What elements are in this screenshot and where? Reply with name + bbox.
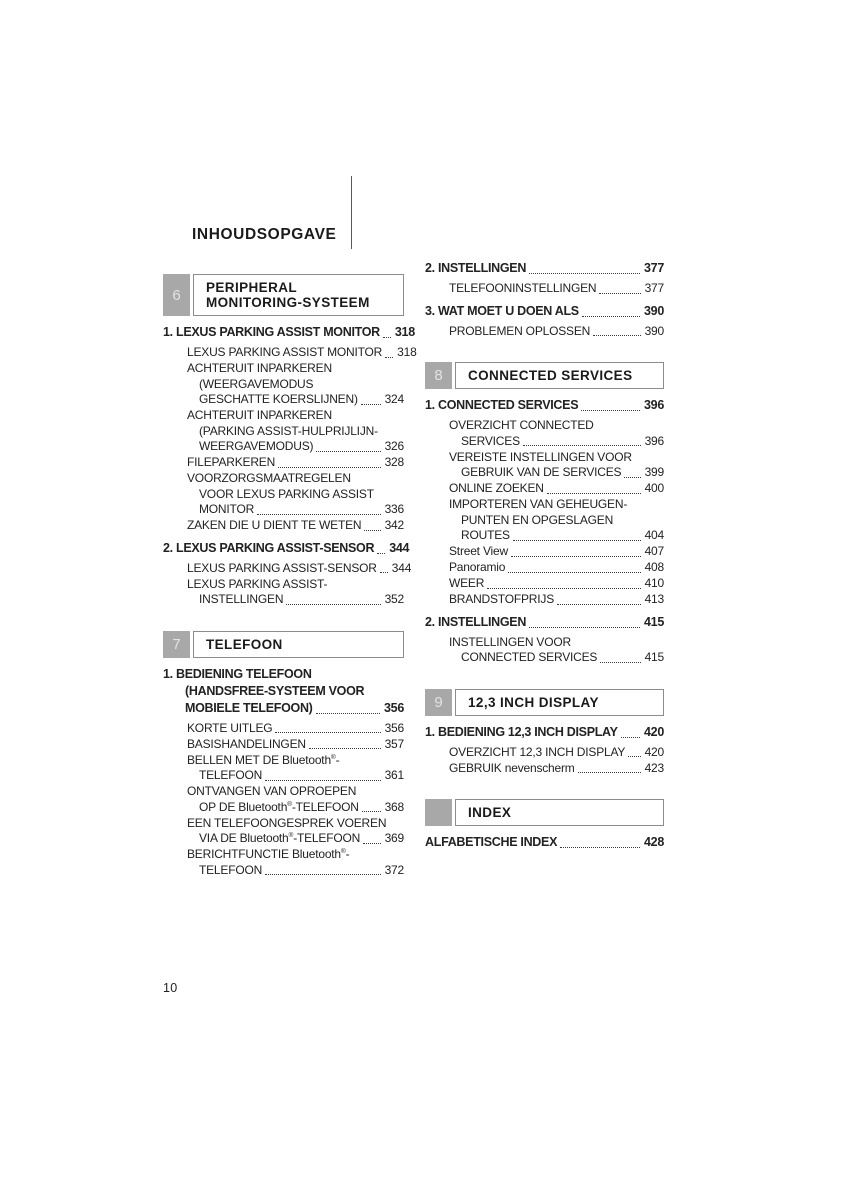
toc-page-number: 356 xyxy=(384,700,404,715)
toc-entry-text: 2. INSTELLINGEN xyxy=(425,614,527,629)
section-title-line: INDEX xyxy=(468,805,512,820)
section-title-line: 12,3 INCH DISPLAY xyxy=(468,694,599,710)
toc-entry-line: ACHTERUIT INPARKEREN xyxy=(187,361,332,375)
section-title-box xyxy=(455,689,664,716)
toc-entry-text: Street View xyxy=(449,544,508,558)
toc-entry xyxy=(163,455,404,471)
toc-entry-text: MONITOR xyxy=(199,502,255,516)
toc-leader-dots xyxy=(578,761,641,777)
toc-entry-text: GEBRUIK nevenscherm xyxy=(449,760,575,775)
section-badge: 7 xyxy=(163,631,190,658)
toc-page-number: 408 xyxy=(644,560,664,574)
toc-leader-dots xyxy=(628,745,640,761)
toc-entry-line: LEXUS PARKING ASSIST- xyxy=(187,576,328,591)
toc-entry xyxy=(425,397,664,414)
section-header xyxy=(425,362,664,389)
toc-entry xyxy=(425,614,664,631)
toc-page-number: 428 xyxy=(644,835,664,849)
toc-page-number: 352 xyxy=(384,592,404,606)
toc-leader-dots xyxy=(582,303,640,320)
toc-entry xyxy=(425,560,664,576)
toc-entry xyxy=(425,497,664,544)
toc-entry-line xyxy=(187,518,404,534)
toc-entry-line xyxy=(449,544,664,560)
section-title-line: PERIPHERAL xyxy=(206,280,298,295)
toc-entry xyxy=(163,560,412,577)
toc-leader-dots xyxy=(275,721,380,737)
toc-entry xyxy=(425,324,664,340)
toc-entry-line xyxy=(163,540,410,557)
header-divider-line xyxy=(351,176,352,249)
toc-entry-line xyxy=(425,614,664,631)
toc-leader-dots xyxy=(380,561,388,577)
toc-entry-line xyxy=(187,560,412,577)
toc-entry xyxy=(425,303,664,320)
toc-page-number: 415 xyxy=(644,614,664,629)
toc-entry-text: 1. LEXUS PARKING ASSIST MONITOR xyxy=(163,325,380,339)
toc-entry-text: BRANDSTOFPRIJS xyxy=(449,592,554,606)
toc-entry-text: WEER xyxy=(449,576,485,590)
toc-page-number: 400 xyxy=(644,481,664,495)
toc-entry-line xyxy=(449,745,664,761)
toc-entry-text: TELEFOON xyxy=(199,768,263,782)
toc-leader-dots xyxy=(624,465,640,481)
toc-entry-text: GEBRUIK VAN DE SERVICES xyxy=(461,465,622,479)
toc-page-number: 420 xyxy=(644,724,664,739)
toc-entry-text: ALFABETISCHE INDEX xyxy=(425,835,558,849)
toc-entry xyxy=(425,592,664,608)
toc-entry-line xyxy=(163,324,415,341)
toc-entry-line xyxy=(449,465,664,481)
toc-leader-dots xyxy=(511,544,641,560)
toc-entry xyxy=(163,540,410,557)
toc-entry xyxy=(163,816,404,847)
toc-page-number: 415 xyxy=(644,650,664,664)
toc-page-number: 356 xyxy=(384,720,404,735)
toc-page-number: 423 xyxy=(644,760,664,775)
toc-entry xyxy=(425,281,664,297)
toc-leader-dots xyxy=(529,614,640,631)
toc-leader-dots xyxy=(621,724,640,741)
toc-page-number: 326 xyxy=(384,439,404,453)
toc-entry-line xyxy=(449,281,664,297)
section-title-box xyxy=(455,362,664,389)
toc-entry-text: ROUTES xyxy=(461,528,510,542)
toc-entry-line: ACHTERUIT INPARKEREN xyxy=(187,408,332,422)
toc-entry-text: KORTE UITLEG xyxy=(187,720,273,735)
toc-entry-line: VOOR LEXUS PARKING ASSIST xyxy=(199,486,374,501)
toc-entry xyxy=(163,471,404,518)
toc-entry-line: VEREISTE INSTELLINGEN VOOR xyxy=(449,449,632,464)
toc-entry-line: VOORZORGSMAATREGELEN xyxy=(187,471,351,485)
toc-leader-dots xyxy=(508,560,640,576)
toc-entry-line: EEN TELEFOONGESPREK VOEREN xyxy=(187,815,387,830)
toc-entry xyxy=(425,260,664,277)
toc-entry xyxy=(425,834,664,851)
toc-entry xyxy=(163,753,404,784)
toc-entry-text: ZAKEN DIE U DIENT TE WETEN xyxy=(187,518,362,532)
toc-page-number: 399 xyxy=(644,465,664,479)
toc-leader-dots xyxy=(286,592,380,608)
toc-page-number: 372 xyxy=(384,862,404,877)
toc-entry-text: 2. INSTELLINGEN xyxy=(425,261,527,275)
section-badge xyxy=(425,799,452,826)
section-badge: 8 xyxy=(425,362,452,389)
toc-leader-dots xyxy=(361,392,381,408)
toc-page-number: 413 xyxy=(644,592,664,606)
toc-entry-line: ONTVANGEN VAN OPROEPEN xyxy=(187,784,357,798)
toc-entry xyxy=(163,324,415,341)
toc-entry-text: CONNECTED SERVICES xyxy=(461,650,598,664)
toc-entry-line: OVERZICHT CONNECTED xyxy=(449,418,594,432)
toc-entry-text: OP DE Bluetooth®-TELEFOON xyxy=(199,799,359,814)
toc-leader-dots xyxy=(600,650,640,666)
toc-entry-line xyxy=(187,455,404,471)
toc-page-number: 336 xyxy=(384,502,404,516)
toc-entry xyxy=(163,784,404,815)
section-title-line: TELEFOON xyxy=(206,636,283,652)
toc-page-number: 342 xyxy=(384,518,404,532)
toc-page-number: 390 xyxy=(644,323,664,338)
toc-entry-line xyxy=(425,834,664,851)
toc-entry-text: TELEFOON xyxy=(199,862,263,877)
toc-entry-line xyxy=(187,439,404,455)
toc-page-number: 328 xyxy=(384,455,404,469)
toc-leader-dots xyxy=(487,576,640,592)
section-title-line: MONITORING-SYSTEEM xyxy=(206,295,370,310)
toc-entry xyxy=(425,761,664,777)
toc-page-number: 361 xyxy=(384,768,404,782)
toc-entry-line: BELLEN MET DE Bluetooth®- xyxy=(187,752,340,767)
toc-entry-line: (PARKING ASSIST-HULPRIJLIJN- xyxy=(199,423,378,438)
toc-leader-dots xyxy=(599,281,640,297)
toc-entry-text: 1. BEDIENING 12,3 INCH DISPLAY xyxy=(425,724,618,739)
toc-leader-dots xyxy=(363,831,381,847)
toc-column-right xyxy=(425,260,664,855)
toc-entry-text: MOBIELE TELEFOON) xyxy=(185,700,313,715)
toc-leader-dots xyxy=(278,455,381,471)
toc-entry-line xyxy=(449,481,664,497)
toc-entry-text: BASISHANDELINGEN xyxy=(187,736,306,751)
toc-leader-dots xyxy=(383,324,391,341)
toc-leader-dots xyxy=(513,528,641,544)
section-title-box xyxy=(193,631,404,658)
toc-entry-line xyxy=(449,434,664,450)
toc-page-number: 396 xyxy=(644,398,664,412)
toc-leader-dots xyxy=(309,737,381,753)
toc-entry-text: FILEPARKEREN xyxy=(187,455,276,469)
toc-leader-dots xyxy=(385,345,393,361)
toc-entry-line xyxy=(449,592,664,608)
toc-entry-line: IMPORTEREN VAN GEHEUGEN- xyxy=(449,497,628,511)
toc-entry xyxy=(163,361,404,408)
toc-entry xyxy=(425,544,664,560)
toc-entry-text: ONLINE ZOEKEN xyxy=(449,481,544,495)
toc-entry-line xyxy=(187,800,404,816)
toc-entry xyxy=(425,745,664,761)
toc-entry-line: (HANDSFREE-SYSTEEM VOOR xyxy=(185,683,365,698)
section-badge: 6 xyxy=(163,274,190,316)
toc-entry xyxy=(425,450,664,481)
toc-page-number: 344 xyxy=(389,540,410,555)
toc-entry xyxy=(163,666,404,717)
toc-entry-line xyxy=(449,560,664,576)
toc-entry-text: 2. LEXUS PARKING ASSIST-SENSOR xyxy=(163,540,375,555)
section-header xyxy=(425,689,664,716)
toc-page-number: 344 xyxy=(391,560,412,575)
page-footer-number: 10 xyxy=(163,981,178,995)
toc-leader-dots xyxy=(581,397,640,414)
toc-entry-line: BERICHTFUNCTIE Bluetooth®- xyxy=(187,847,350,861)
toc-leader-dots xyxy=(377,540,385,557)
toc-page-number: 404 xyxy=(644,528,664,542)
toc-entry-text: 3. WAT MOET U DOEN ALS xyxy=(425,303,579,318)
toc-entry-line xyxy=(187,863,404,879)
toc-leader-dots xyxy=(362,800,381,816)
toc-entry-line xyxy=(425,397,664,414)
toc-entry-text: TELEFOONINSTELLINGEN xyxy=(449,281,597,295)
section-header xyxy=(425,799,664,826)
toc-entry-line xyxy=(187,502,404,518)
toc-entry-line xyxy=(187,345,417,361)
toc-leader-dots xyxy=(593,324,640,340)
toc-entry-text: Panoramio xyxy=(449,560,506,574)
toc-entry-line xyxy=(425,260,664,277)
toc-leader-dots xyxy=(265,768,381,784)
toc-entry-line xyxy=(187,392,404,408)
toc-entry-line: PUNTEN EN OPGESLAGEN xyxy=(461,512,614,527)
toc-page-number: 369 xyxy=(384,831,404,845)
toc-entry-text: LEXUS PARKING ASSIST-SENSOR xyxy=(187,560,377,575)
toc-entry-line xyxy=(449,324,664,340)
section-title-line: CONNECTED SERVICES xyxy=(468,368,633,383)
toc-leader-dots xyxy=(265,863,381,879)
toc-entry xyxy=(163,408,404,455)
toc-entry-line xyxy=(187,721,404,737)
toc-leader-dots xyxy=(557,592,641,608)
toc-entry-line xyxy=(449,761,664,777)
toc-leader-dots xyxy=(523,434,641,450)
toc-page-number: 420 xyxy=(644,744,664,759)
toc-entry-text: PROBLEMEN OPLOSSEN xyxy=(449,323,591,338)
toc-entry-text: 1. CONNECTED SERVICES xyxy=(425,398,579,412)
toc-page-number: 410 xyxy=(644,576,664,590)
toc-entry-line: INSTELLINGEN VOOR xyxy=(449,634,571,649)
section-title-box xyxy=(193,274,404,316)
toc-leader-dots xyxy=(364,518,380,534)
toc-entry-text: SERVICES xyxy=(461,433,520,448)
toc-entry-text: WEERGAVEMODUS) xyxy=(199,439,314,453)
toc-entry xyxy=(425,418,664,449)
section-badge: 9 xyxy=(425,689,452,716)
toc-entry-line xyxy=(163,700,404,717)
toc-leader-dots xyxy=(529,260,640,277)
toc-entry-line xyxy=(449,650,664,666)
toc-entry xyxy=(163,345,417,361)
toc-entry-text: INSTELLINGEN xyxy=(199,592,284,606)
toc-page-number: 407 xyxy=(644,544,664,558)
toc-page-number: 377 xyxy=(644,261,664,275)
toc-entry-line xyxy=(449,576,664,592)
toc-page-number: 377 xyxy=(644,281,664,295)
toc-entry xyxy=(163,577,404,608)
toc-entry-line: (WEERGAVEMODUS xyxy=(199,376,314,391)
toc-page-number: 318 xyxy=(394,325,415,339)
toc-entry-line xyxy=(187,831,404,847)
toc-entry xyxy=(425,481,664,497)
toc-entry-line xyxy=(187,592,404,608)
toc-entry xyxy=(425,635,664,666)
toc-entry-line xyxy=(425,303,664,320)
section-header xyxy=(163,631,404,658)
toc-entry xyxy=(163,518,404,534)
page-title: INHOUDSOPGAVE xyxy=(192,226,337,243)
toc-leader-dots xyxy=(316,439,380,455)
toc-leader-dots xyxy=(560,834,640,851)
toc-entry-line xyxy=(187,737,404,753)
toc-entry xyxy=(163,847,404,878)
section-title-box xyxy=(455,799,664,826)
toc-entry xyxy=(163,737,404,753)
toc-leader-dots xyxy=(316,700,380,717)
toc-entry xyxy=(425,576,664,592)
toc-entry-line xyxy=(449,528,664,544)
toc-leader-dots xyxy=(547,481,641,497)
toc-entry-text: LEXUS PARKING ASSIST MONITOR xyxy=(187,345,383,359)
toc-column-left xyxy=(163,274,417,879)
toc-entry-text: GESCHATTE KOERSLIJNEN) xyxy=(199,392,358,406)
toc-entry xyxy=(425,724,664,741)
toc-page-number: 318 xyxy=(397,345,417,359)
toc-page-number: 396 xyxy=(644,433,664,448)
toc-leader-dots xyxy=(257,502,381,518)
toc-page-number: 390 xyxy=(644,303,664,318)
toc-entry-text: VIA DE Bluetooth®-TELEFOON xyxy=(199,831,361,845)
toc-entry-text: OVERZICHT 12,3 INCH DISPLAY xyxy=(449,744,626,759)
toc-entry-line xyxy=(425,724,664,741)
section-header xyxy=(163,274,404,316)
toc-page-number: 357 xyxy=(384,736,404,751)
toc-entry-line xyxy=(187,768,404,784)
toc-entry-line: 1. BEDIENING TELEFOON xyxy=(163,666,312,681)
toc-page-number: 324 xyxy=(384,392,404,406)
toc-entry xyxy=(163,721,404,737)
toc-page-number: 368 xyxy=(384,799,404,814)
